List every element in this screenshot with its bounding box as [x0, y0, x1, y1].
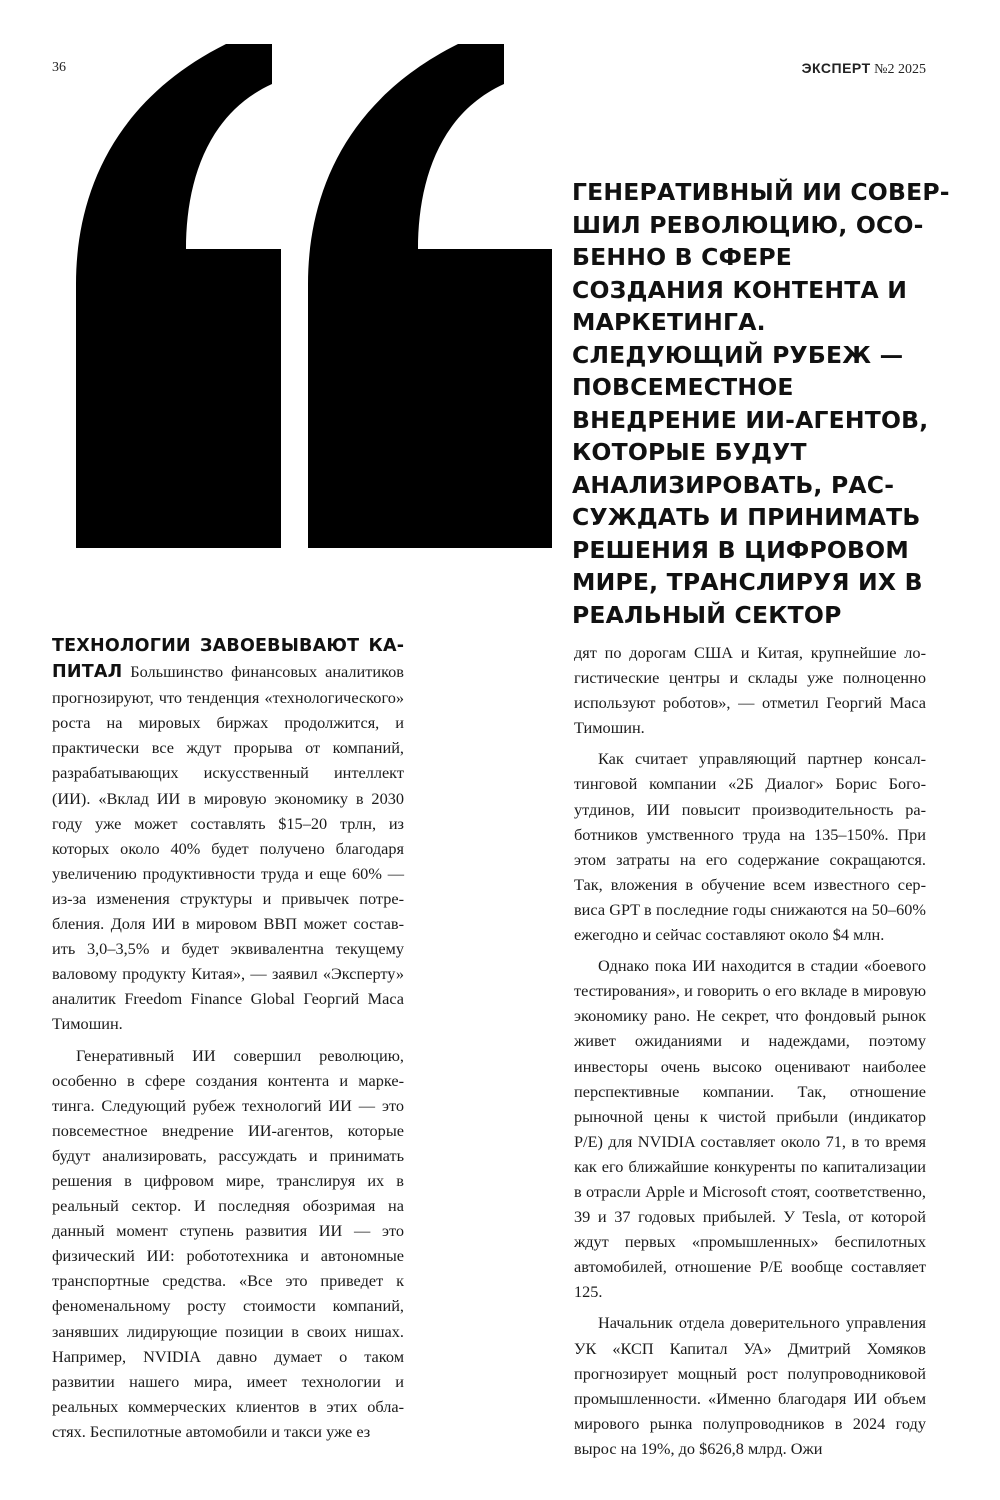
quote-mark-left-shape	[76, 44, 281, 548]
article-paragraph: Генеративный ИИ совершил революцию, особенно в сфере создания контента и маркетинга. Следующий рубеж технологий ИИ — это повсеместное внедрение ИИ-агентов, которые будут анализировать, рассуждать и принимать решения в цифровом мире, транслируя их в реальный сектор. И последняя обозримая на данный момент ступень развития ИИ — это физический ИИ: робототехника и автономные транспортные средства. «Все это приведет к феноменальному росту стоимости компаний, занявших лидирующие позиции в своих нишах. Например, NVIDIA давно думает о таком развитии нашего мира, имеет технологии и реальных коммерческих клиентов в этих областях. Беспилотные автомобили и такси уже ез	[52, 1045, 404, 1441]
quote-mark-right-shape	[308, 44, 552, 548]
pull-quote: ГЕНЕРАТИВНЫЙ ИИ СОВЕРШИЛ РЕВОЛЮЦИЮ, ОСОБЕННО В СФЕРЕ СОЗДАНИЯ КОНТЕНТА И МАРКЕТИНГА. СЛЕДУЮЩИЙ РУБЕЖ — ПОВСЕМЕСТНОЕ ВНЕДРЕНИЕ ИИ-АГЕНТОВ, КОТОРЫЕ БУДУТ АНАЛИЗИРОВАТЬ, РАССУЖДАТЬ И ПРИНИМАТЬ РЕШЕНИЯ В ЦИФРОВОМ МИРЕ, ТРАНСЛИРУЯ ИХ В РЕАЛЬНЫЙ СЕКТОР	[572, 178, 950, 629]
article-paragraph: дят по дорогам США и Китая, крупнейшие логистические центры и склады уже полноценно используют роботов», — отметил Георгий Маса Тимошин.	[574, 643, 926, 738]
article-paragraph	[52, 633, 404, 1037]
magazine-name: ЭКСПЕРТ	[801, 60, 871, 76]
masthead	[802, 60, 926, 78]
section-heading: ТЕХНОЛОГИИ ЗАВОЕВЫВАЮТ КАПИТАЛ	[52, 636, 404, 683]
article-paragraph: Однако пока ИИ находится в стадии «боевого тестирования», и говорить о его вкладе в мировую экономику рано. Не секрет, что фондовый рынок живет ожиданиями и надеждами, поэтому инвесторы очень высоко оценивают наиболее перспективные компании. Так, отношение рыночной цены к чистой прибыли (индикатор P/E) для NVIDIA составляет около 71, в то время как его ближайшие конкуренты по капитализации в отрасли Apple и Microsoft стоят, соответственно, 39 и 37 годовых прибылей. У Tesla, от которой ждут первых «промышленных» беспилотных автомобилей, отношение P/E вообще составляет 125.	[574, 956, 926, 1302]
article-paragraph: Начальник отдела доверительного управления УК «КСП Капитал УА» Дмитрий Хомяков прогнозирует мощный рост полупроводниковой промышленности. «Именно благодаря ИИ объем мирового рынка полупроводников в 2024 году вырос на 19%, до $626,8 млрд. Ожи	[574, 1313, 926, 1458]
opening-quote-icon	[76, 44, 556, 548]
lead-text: Большинство финансовых аналитиков прогнозируют, что тенденция «технологического» роста на мировых биржах продолжится, и практически все ждут прорыва от компаний, разрабатывающих искусственный интеллект (ИИ). «Вклад ИИ в мировую экономику в 2030 году уже может составлять $15–20 трлн, из которых около 40% будет получено благодаря увеличению продуктивности труда и еще 60% — из-за изменения структуры и привычек потребления. Доля ИИ в мировом ВВП может составить 3,0–3,5% и будет эквивалентна текущему валовому продукту Китая», — заявил «Эксперту» аналитик Freedom Finance Global Георгий Маса Тимошин.	[52, 662, 404, 1034]
page-number: 36	[52, 60, 66, 75]
issue-number: №2 2025	[874, 62, 926, 77]
article-paragraph: Как считает управляющий партнер консалтинговой компании «2Б Диалог» Борис Богоутдинов, ИИ повысит производительность работников умственного труда на 135–150%. При этом затраты на его содержание сокращаются. Так, вложения в обучение всем известного сервиса GPT в последние годы снижаются на 50–60% ежегодно и сейчас составляют около $4 млн.	[574, 749, 926, 945]
article-column-right	[574, 640, 926, 1467]
article-column-left	[52, 633, 404, 1450]
